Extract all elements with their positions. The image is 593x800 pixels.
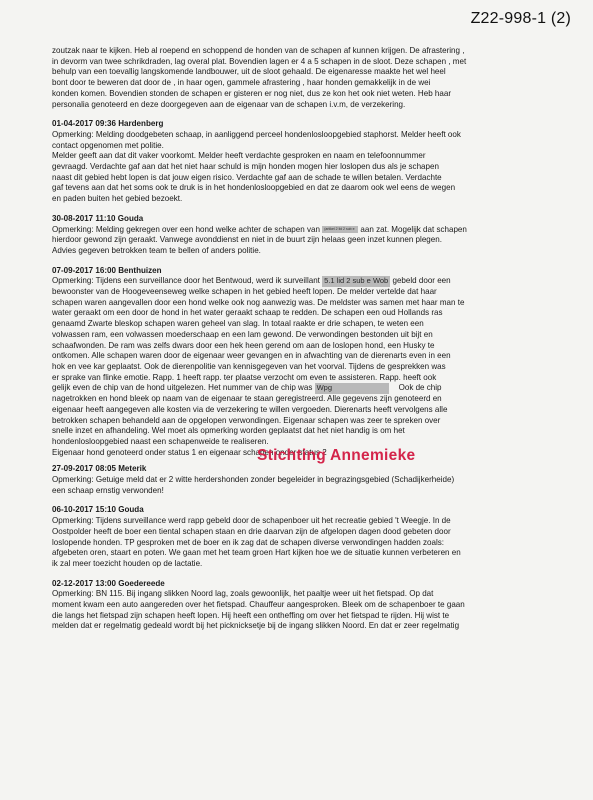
intro-paragraph: [52, 46, 562, 110]
text-line: [52, 276, 562, 287]
text-line: water geraakt om een door de hond in het water geraakt schaap te redden. De schapen een oud Hollands ras: [52, 308, 443, 318]
text-line: afgebeten oren, staart en poten. We gaan met het team groen Hart kijken hoe we de situatie kunnen verbeteren en: [52, 548, 461, 558]
redaction-box: (artikel 2 lid 2 sub e: [322, 226, 358, 233]
text-line: konden komen. Bovendien stonden de schapen er gisteren er nog niet, dus ze kon het ook niet weten. Heb haar: [52, 88, 452, 98]
text-segment: aan zat. Mogelijk dat schapen: [358, 224, 467, 234]
text-line: bont door te beweren dat door de , in haar ogen, gammele afrastering , haar honden gemakkelijk in de wei: [52, 78, 431, 88]
text-line: snelle inzet en afhandeling. Wel moet als opmerking worden geplaatst dat het niet handig is om het: [52, 426, 405, 436]
text-segment: gelijk even de chip van de hond uitgelezen. Het nummer van de chip was: [52, 383, 315, 393]
text-line: ik zal meer toezicht houden op de lactatie.: [52, 558, 203, 568]
entry-gouda-1: [52, 214, 562, 257]
redaction-box: 5.1 lid 2 sub e Wob: [324, 276, 389, 286]
entry-header: 02-12-2017 13:00 Goedereede: [52, 578, 165, 588]
text-line: en paden buiten het gebied bezoekt.: [52, 194, 183, 204]
text-line: personalia genoteerd en deze doorgegeven aan de eigenaar van de schapen i.v.m, de verzekering.: [52, 99, 406, 109]
entry-goedereede: [52, 579, 562, 633]
text-segment: Opmerking: Melding gekregen over een hond welke achter de schapen van: [52, 224, 323, 234]
text-line: eigenaar heeft aangegeven alle kosten via de verzekering te willen vergoeden. Dierenarts heeft vervolgens alle: [52, 404, 448, 414]
entry-hardenberg: [52, 119, 562, 205]
text-line: betrokken schapen behandeld aan de opgelopen verwondingen. Eigenaar schapen was zeer te spreken over: [52, 415, 441, 425]
text-line: moment kwam een auto aangereden over het fietspad. Chauffeur aangesproken. Bleek om de schapenboer te gaan: [52, 600, 465, 610]
text-line: er sprake van flinke emotie. Rapp. 1 heeft rapp. ter plaatse verzocht om even te assisteren. Rapp. heeft ook: [52, 372, 437, 382]
document-id: Z22-998-1 (2): [470, 10, 571, 27]
report-body: [52, 46, 562, 632]
text-line: schaafwonden. De ram was zelfs dwars door een hek heen gerend om aan de loslopen hond, een Husky te: [52, 340, 435, 350]
text-line: loslopende honden. TP gesproken met de boer en ik zag dat de schapen diverse verwondingen hadden zoals:: [52, 537, 445, 547]
text-line: [52, 225, 562, 236]
text-line: in devorm van twee schrikdraden, lag overal plat. Bovendien lagen er 4 a 5 schapen in de sloot. Deze schapen , met: [52, 56, 467, 66]
entry-gouda-2: [52, 505, 562, 569]
text-line: gevraagd. Verdachte gaf aan dat het niet haar schuld is mijn honden mogen hier loslopen dus als je schapen: [52, 162, 439, 172]
text-line: die langs het fietspad zijn schapen heeft lopen. Hij heeft een ontheffing om over het fietspad te rijden. Hij wist te: [52, 610, 450, 620]
text-line: Opmerking: Tijdens surveillance werd rapp gebeld door de schapenboer uit het recreatie gebied 't Weegje. In de: [52, 516, 451, 526]
organization-stamp: Stichting Annemieke: [257, 447, 416, 465]
text-segment: gebeld door een: [390, 276, 451, 286]
text-line: behulp van een toevallig langskomende landbouwer, uit de sloot gehaald. De eigenaresse maakte het wel heel: [52, 67, 446, 77]
text-line: hondenlosloopgebied naast een schapenweide te realiseren.: [52, 436, 269, 446]
text-segment: Opmerking: Tijdens een surveillance door het Bentwoud, werd ik surveillant: [52, 276, 323, 286]
text-line: genaamd Zwarte bleskop schapen waren geheel van slag. In totaal raakte er drie schapen, te weten een: [52, 319, 424, 329]
text-line: nagetrokken en hond bleek op naam van de eigenaar te staan geregistreerd. Alle gegevens zijn genoteerd en: [52, 394, 442, 404]
entry-header: 30-08-2017 11:10 Gouda: [52, 213, 144, 223]
text-line: [52, 383, 562, 394]
text-line: volwassen ram, een volwassen moederschaap en een lam gewond. De verwondingen bestonden uit bijt en: [52, 329, 433, 339]
redaction-box: Wpg: [315, 383, 389, 394]
text-line: gaf tevens aan dat het soms ook te druk is in het hondenlosloopgebied en dat ze daarom ook wel eens de wegen: [52, 183, 456, 193]
text-line: Melder geeft aan dat dit vaker voorkomt. Melder heeft verdachte gesproken en naam en telefoonnummer: [52, 151, 426, 161]
entry-header-text: 27-09-2017 08:05 Meterik: [52, 464, 147, 474]
text-line: Opmerking: Getuige meld dat er 2 witte herdershonden zonder begeleider in begrazingsgebied (Schadijkerheide): [52, 475, 455, 485]
text-line: hierdoor gewond zijn geraakt. Vanwege avonddienst en niet in de buurt zijn helaas geen inzet kunnen plegen.: [52, 235, 442, 245]
entry-header: 07-09-2017 16:00 Benthuizen: [52, 265, 162, 275]
text-line: Opmerking: Melding doodgebeten schaap, in aanliggend perceel hondenlosloopgebied staphorst. Melder heeft ook: [52, 129, 461, 139]
entry-header: 06-10-2017 15:10 Gouda: [52, 505, 144, 515]
text-line: Eigenaar hond genoteerd onder status 1 en eigenaar schapen onder status 2: [52, 447, 327, 457]
text-line: melden dat er regelmatig gedeald wordt bij het picknicksetje bij de ingang slikken Noord. En dat er zeer regelmatig: [52, 621, 460, 631]
text-line: Oostpolder heeft de boer een tiental schapen staan en drie daarvan zijn de afgelopen dagen dood gebeten door: [52, 526, 451, 536]
text-line: naast dit gebied hebt lopen is dat jouw eigen risico. Verdachte gaf aan de schade te willen betalen. Verdachte: [52, 172, 442, 182]
text-line: bewoonster van de Hoogeveenseweg welke schapen in het gebied heeft lopen. De melder vertelde dat haar: [52, 287, 437, 297]
entry-benthuizen: [52, 266, 562, 459]
text-line: zoutzak naar te kijken. Heb al roepend en schoppend de honden van de schapen af kunnen krijgen. De afrastering ,: [52, 46, 465, 55]
text-line: hok en vee kar geplaatst. Ook de dierenpolitie van kennisgegeven van het voorval. Tijdens de gesprekken was: [52, 361, 446, 371]
text-line: Opmerking: BN 115. Bij ingang slikken Noord lag, zoals gewoonlijk, het paaltje weer uit het fietspad. Op dat: [52, 589, 434, 599]
text-line: ontkomen. Alle schapen waren door de eigenaar weer gevangen en in afwachting van de dierenarts even in een: [52, 351, 451, 361]
text-line: schapen waren aangevallen door een hond welke ook nog aanwezig was. De meldster was samen met haar man te: [52, 297, 465, 307]
text-line: Advies gegeven betrokken team te bellen of anders politie.: [52, 245, 261, 255]
text-line: een schaap ernstig verwonden!: [52, 485, 164, 495]
entry-header: 01-04-2017 09:36 Hardenberg: [52, 119, 164, 129]
text-segment: Ook de chip: [398, 383, 442, 393]
text-line: contact opgenomen met politie.: [52, 140, 164, 150]
